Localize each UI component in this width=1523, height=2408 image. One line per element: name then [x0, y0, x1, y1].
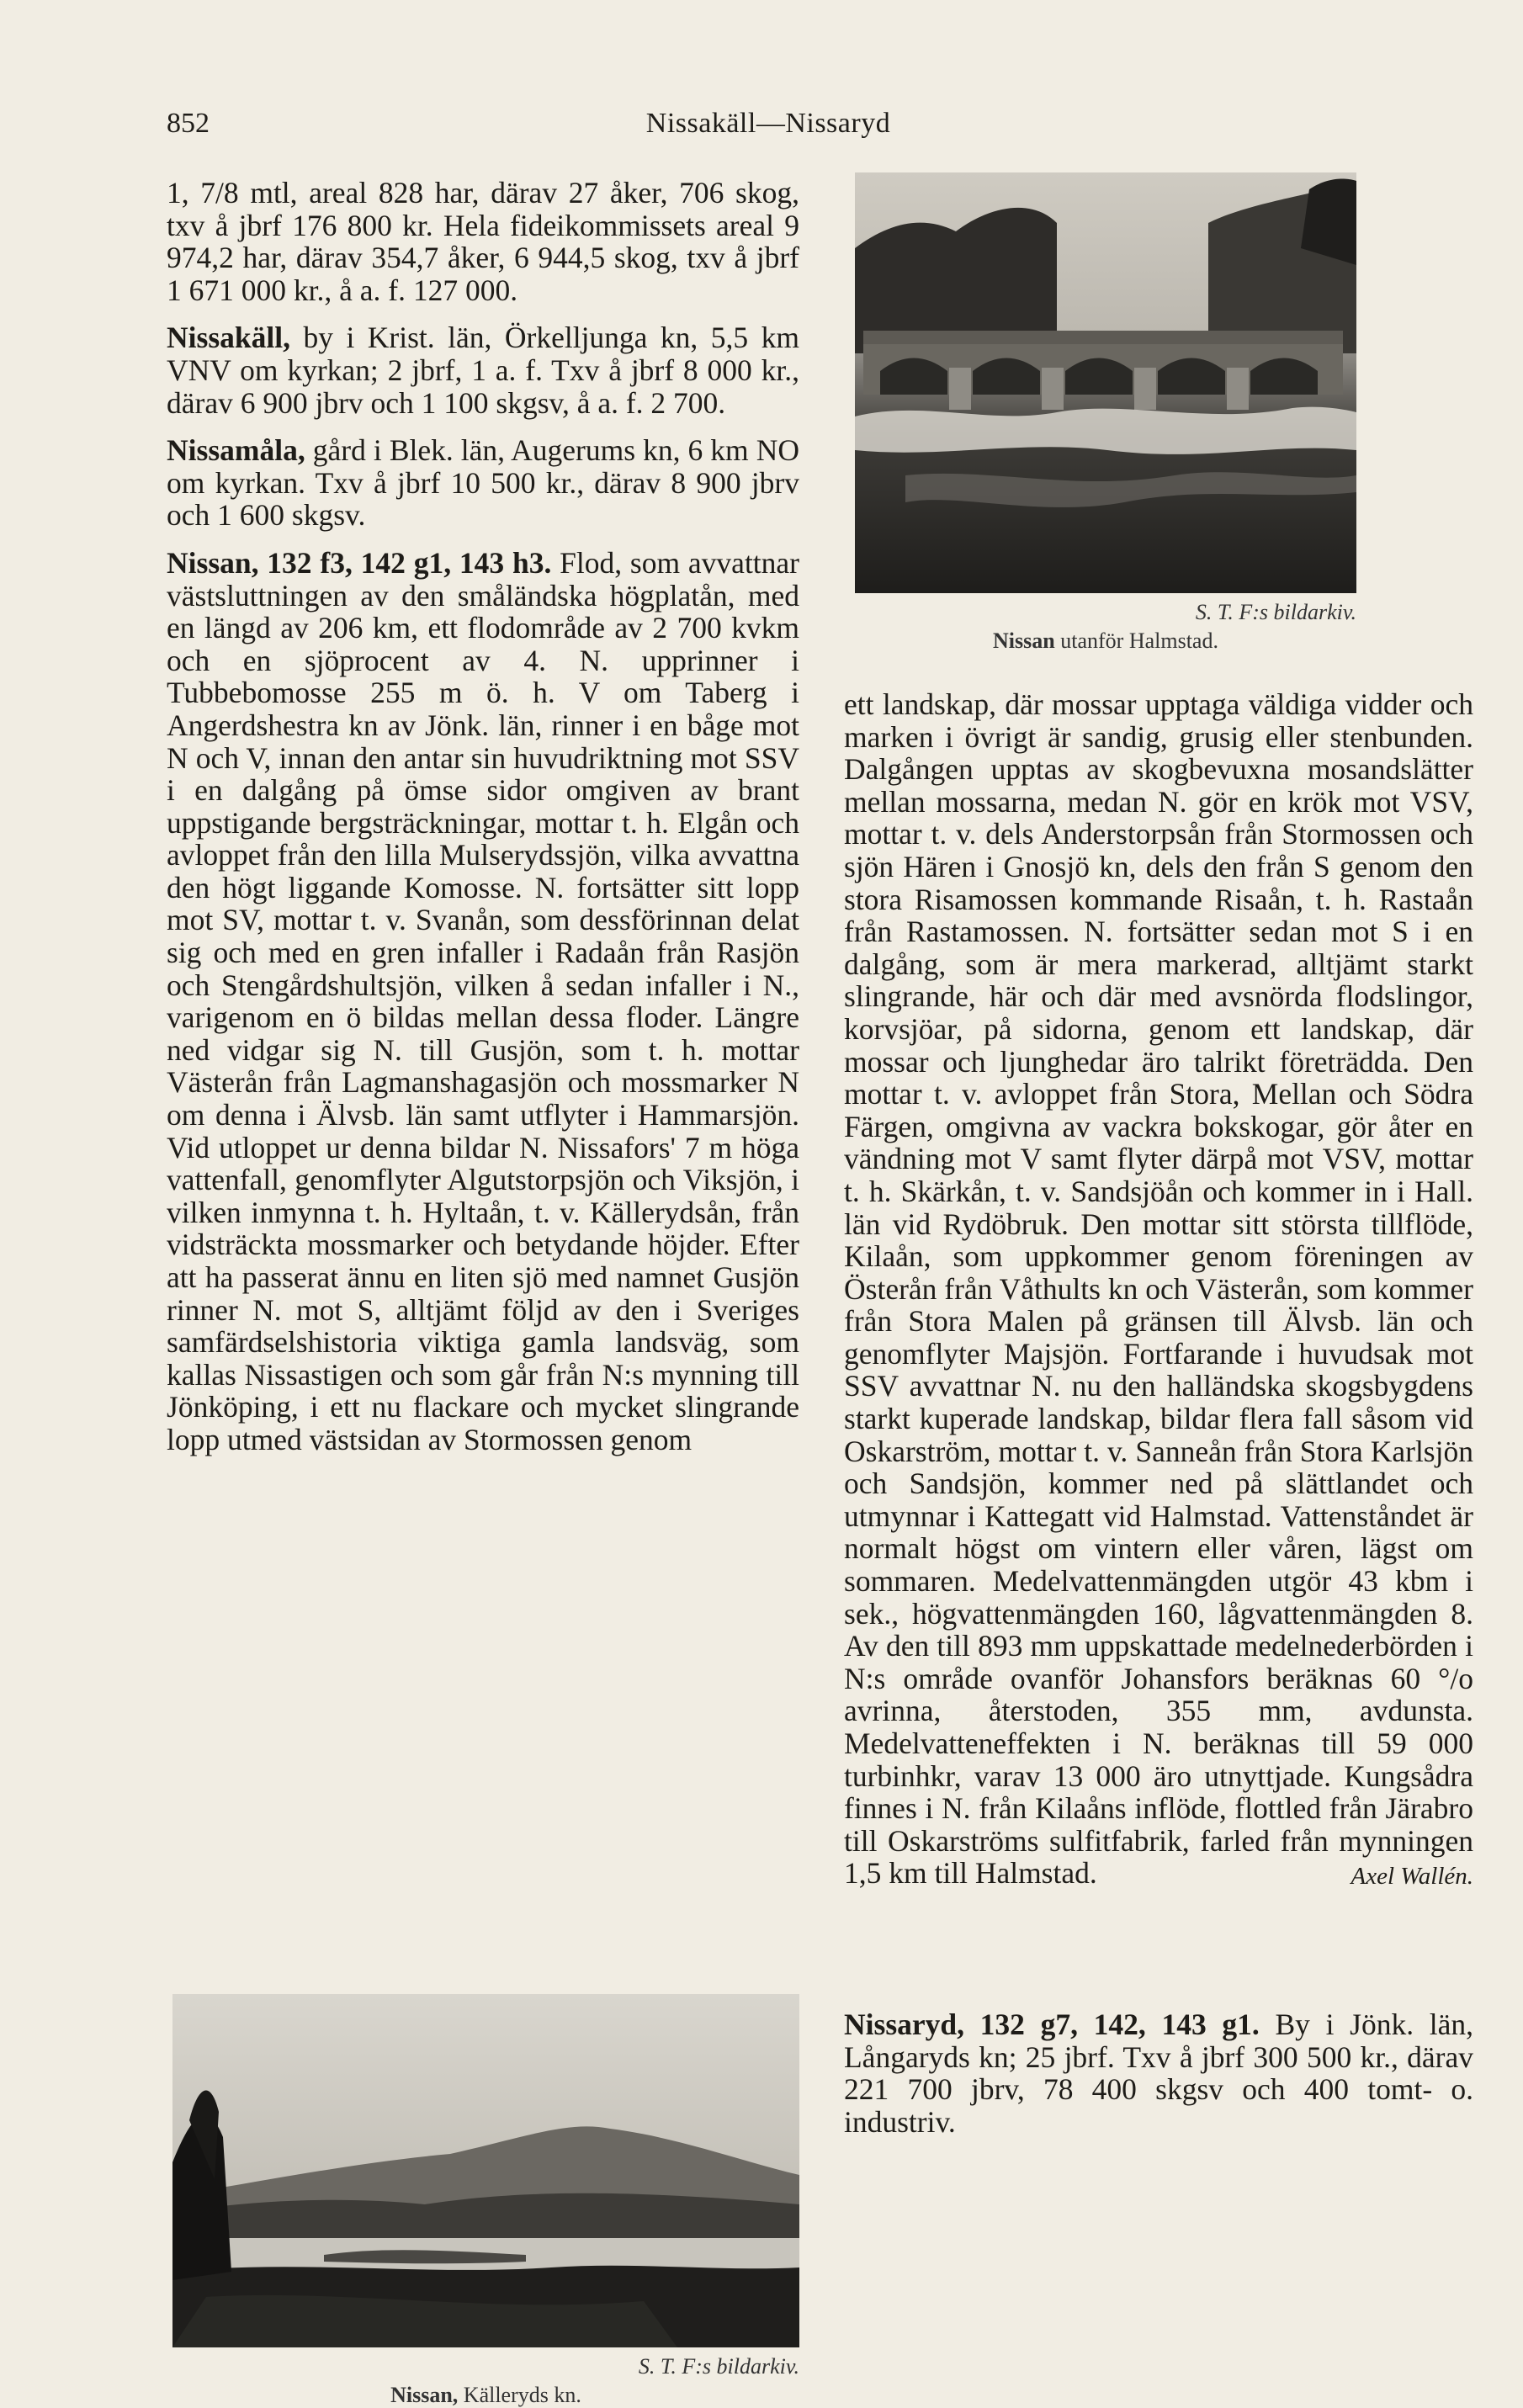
entry-text: by i Krist. län, Örkelljunga kn, 5,5 km VNV om kyrkan; 2 jbrf, 1 a. f. Txv å jbrf 8 000 kr., därav 6 900 jbrv och 1 100 skgsv, å a. f. 2 700. — [167, 321, 799, 420]
entry-nissan — [167, 547, 799, 1456]
entry-nissamala — [167, 434, 799, 532]
entry-nissakall — [167, 321, 799, 419]
entry-headword: Nissakäll, — [167, 321, 290, 355]
entry-text: ett landskap, där mossar upptaga väldiga vidder och marken i övrigt är sandig, grusig eller stenbunden. Dalgången upptas av skogbevuxna mosandslätter mellan mossarna, medan N. gör en krök mot VSV, mottar t. v. dels Anderstorpsån från Stormossen och sjön Hären i Gnosjö kn, dels den från S genom den stora Risamossen kommande Risaån, t. h. Rastaån från Rastamossen. N. fortsätter sedan mot S i en dalgång, som är mera markerad, alltjämt starkt slingrande, här och där med avsnörda flodslingor, korvsjöar, på sidorna, genom ett landskap, där mossar och ljunghedar äro talrikt företrädda. Den mottar t. v. avloppet från Stora, Mellan och Södra Färgen, omgivna av vackra bokskogar, gör åter en vändning mot V samt flyter därpå mot VSV, mottar t. h. Skärkån, t. v. Sandsjöån och kommer in i Hall. län vid Rydöbruk. Den mottar sitt största tillflöde, Kilaån, som uppkommer genom föreningen av Österån från Våthults kn och Västerån, som kommer från Stora Malen på gränsen till Älvsb. län och genomflyter Majsjön. Fortfarande i huvudsak mot SSV avvattnar N. nu den halländska skogsbygdens starkt kuperade landskap, bildar flera fall såsom vid Oskarström, mottar t. v. Sanneån från Stora Karlsjön och Sandsjön, kommer ned på slättlandet och utmynnar i Kattegatt vid Halmstad. Vattenståndet är normalt högst om vintern eller våren, lägst om sommaren. Medelvattenmängden utgör 43 kbm i sek., högvattenmängden 160, lågvattenmängden 8. Av den till 893 mm uppskattade medelnederbörden i N:s område ovanför Johansfors beräknas 60 °/o avrinna, återstoden, 355 mm, avdunsta. Medelvatteneffekten i N. beräknas till 59 000 turbinhkr, varav 13 000 äro utnyttjade. Kungsådra finnes i N. från Kilaåns inflöde, flottled från Järabro till Oskarströms sulfitfabrik, farled från mynningen 1,5 km till Halmstad. — [844, 687, 1473, 1891]
photo-caption — [855, 629, 1356, 654]
photo-figure-bridge — [855, 172, 1356, 654]
running-head: Nissakäll—Nissaryd — [645, 108, 891, 139]
entry-nissaryd — [844, 2008, 1473, 2138]
entry-text: gård i Blek. län, Augerums kn, 6 km NO om kyrkan. Txv å jbrf 10 500 kr., därav 8 900 jbrv och 1 600 skgsv. — [167, 433, 800, 533]
entry-headword: Nissan, 132 f3, 142 g1, 143 h3. — [167, 545, 552, 580]
author-signature: Axel Wallén. — [1351, 1863, 1473, 1891]
entry-text: By i Jönk. län, Långaryds kn; 25 jbrf. Txv å jbrf 300 500 kr., därav 221 700 jbrv, 78 400 skgsv och 400 tomt- o. industriv. — [844, 2008, 1474, 2139]
fideikommiss-paragraph: 1, 7/8 mtl, areal 828 har, därav 27 åker, 706 skog, txv å jbrf 176 800 kr. Hela fideikommissets areal 9 974,2 har, därav 354,7 åker, 6 944,5 skog, txv å jbrf 1 671 000 kr., å a. f. 127 000. — [167, 176, 799, 307]
photo-nissan-bridge — [855, 172, 1356, 593]
photo-figure-lake — [172, 1994, 799, 2408]
photo-credit: S. T. F:s bildarkiv. — [1195, 600, 1356, 624]
photo-nissan-lake — [172, 1994, 799, 2347]
caption-text: Källeryds kn. — [458, 2383, 581, 2407]
photo-credit: S. T. F:s bildarkiv. — [638, 2354, 799, 2379]
caption-bold: Nissan, — [390, 2383, 459, 2407]
left-column — [167, 177, 799, 1456]
page-number: 852 — [167, 108, 210, 139]
caption-bold: Nissan — [993, 629, 1055, 653]
right-column-lower — [844, 2008, 1473, 2138]
entry-headword: Nissamåla, — [167, 433, 305, 468]
entry-text: Flod, som avvattnar västsluttningen av den småländska högplatån, med en längd av 206 km, ett flodområde av 2 700 kvkm och en sjöprocent av 4. N. upprinner i Tubbebomosse 255 m ö. h. V om Taberg i Angerdshestra kn av Jönk. län, rinner i en båge mot N och V, innan den antar sin huvudriktning mot SSV i en dalgång på ömse sidor omgiven av brant uppstigande bergsträckningar, mottar t. h. Elgån och avloppet från den lilla Mulserydssjön, vilka avvattna den högt liggande Komosse. N. fortsätter sitt lopp mot SV, mottar t. v. Svanån, som dessförinnan delat sig och med en gren infaller i Radaån från Rasjön och Stengårdshultsjön, vilken å sedan infaller i N., varigenom en ö bildas mellan dessa floder. Längre ned vidgar sig N. till Gusjön, som t. h. mottar Västerån från Lagmanshagasjön och mossmarker N om denna i Älvsb. län samt utflyter i Hammarsjön. Vid utloppet ur denna bildar N. Nissafors' 7 m höga vattenfall, genomflyter Algutstorpsjön och Viksjön, i vilken inmynna t. h. Hyltaån, t. v. Källerydsån, från vidsträckta mossmarker och betydande höjder. Efter att ha passerat ännu en liten sjö med namnet Gusjön rinner N. mot S, alltjämt följd av den i Sveriges samfärdselshistoria viktiga gamla landsväg, som kallas Nissastigen och som går från N:s mynning till Jönköping, i ett nu flackare och mycket slingrande lopp utmed västsidan av Stormossen genom — [167, 545, 799, 1456]
right-column — [844, 688, 1473, 1893]
caption-text: utanför Halmstad. — [1054, 629, 1218, 653]
page-header — [167, 108, 1370, 150]
photo-caption — [172, 2383, 799, 2408]
entry-headword: Nissaryd, 132 g7, 142, 143 g1. — [844, 2008, 1260, 2041]
entry-nissan-continued — [844, 688, 1473, 1890]
